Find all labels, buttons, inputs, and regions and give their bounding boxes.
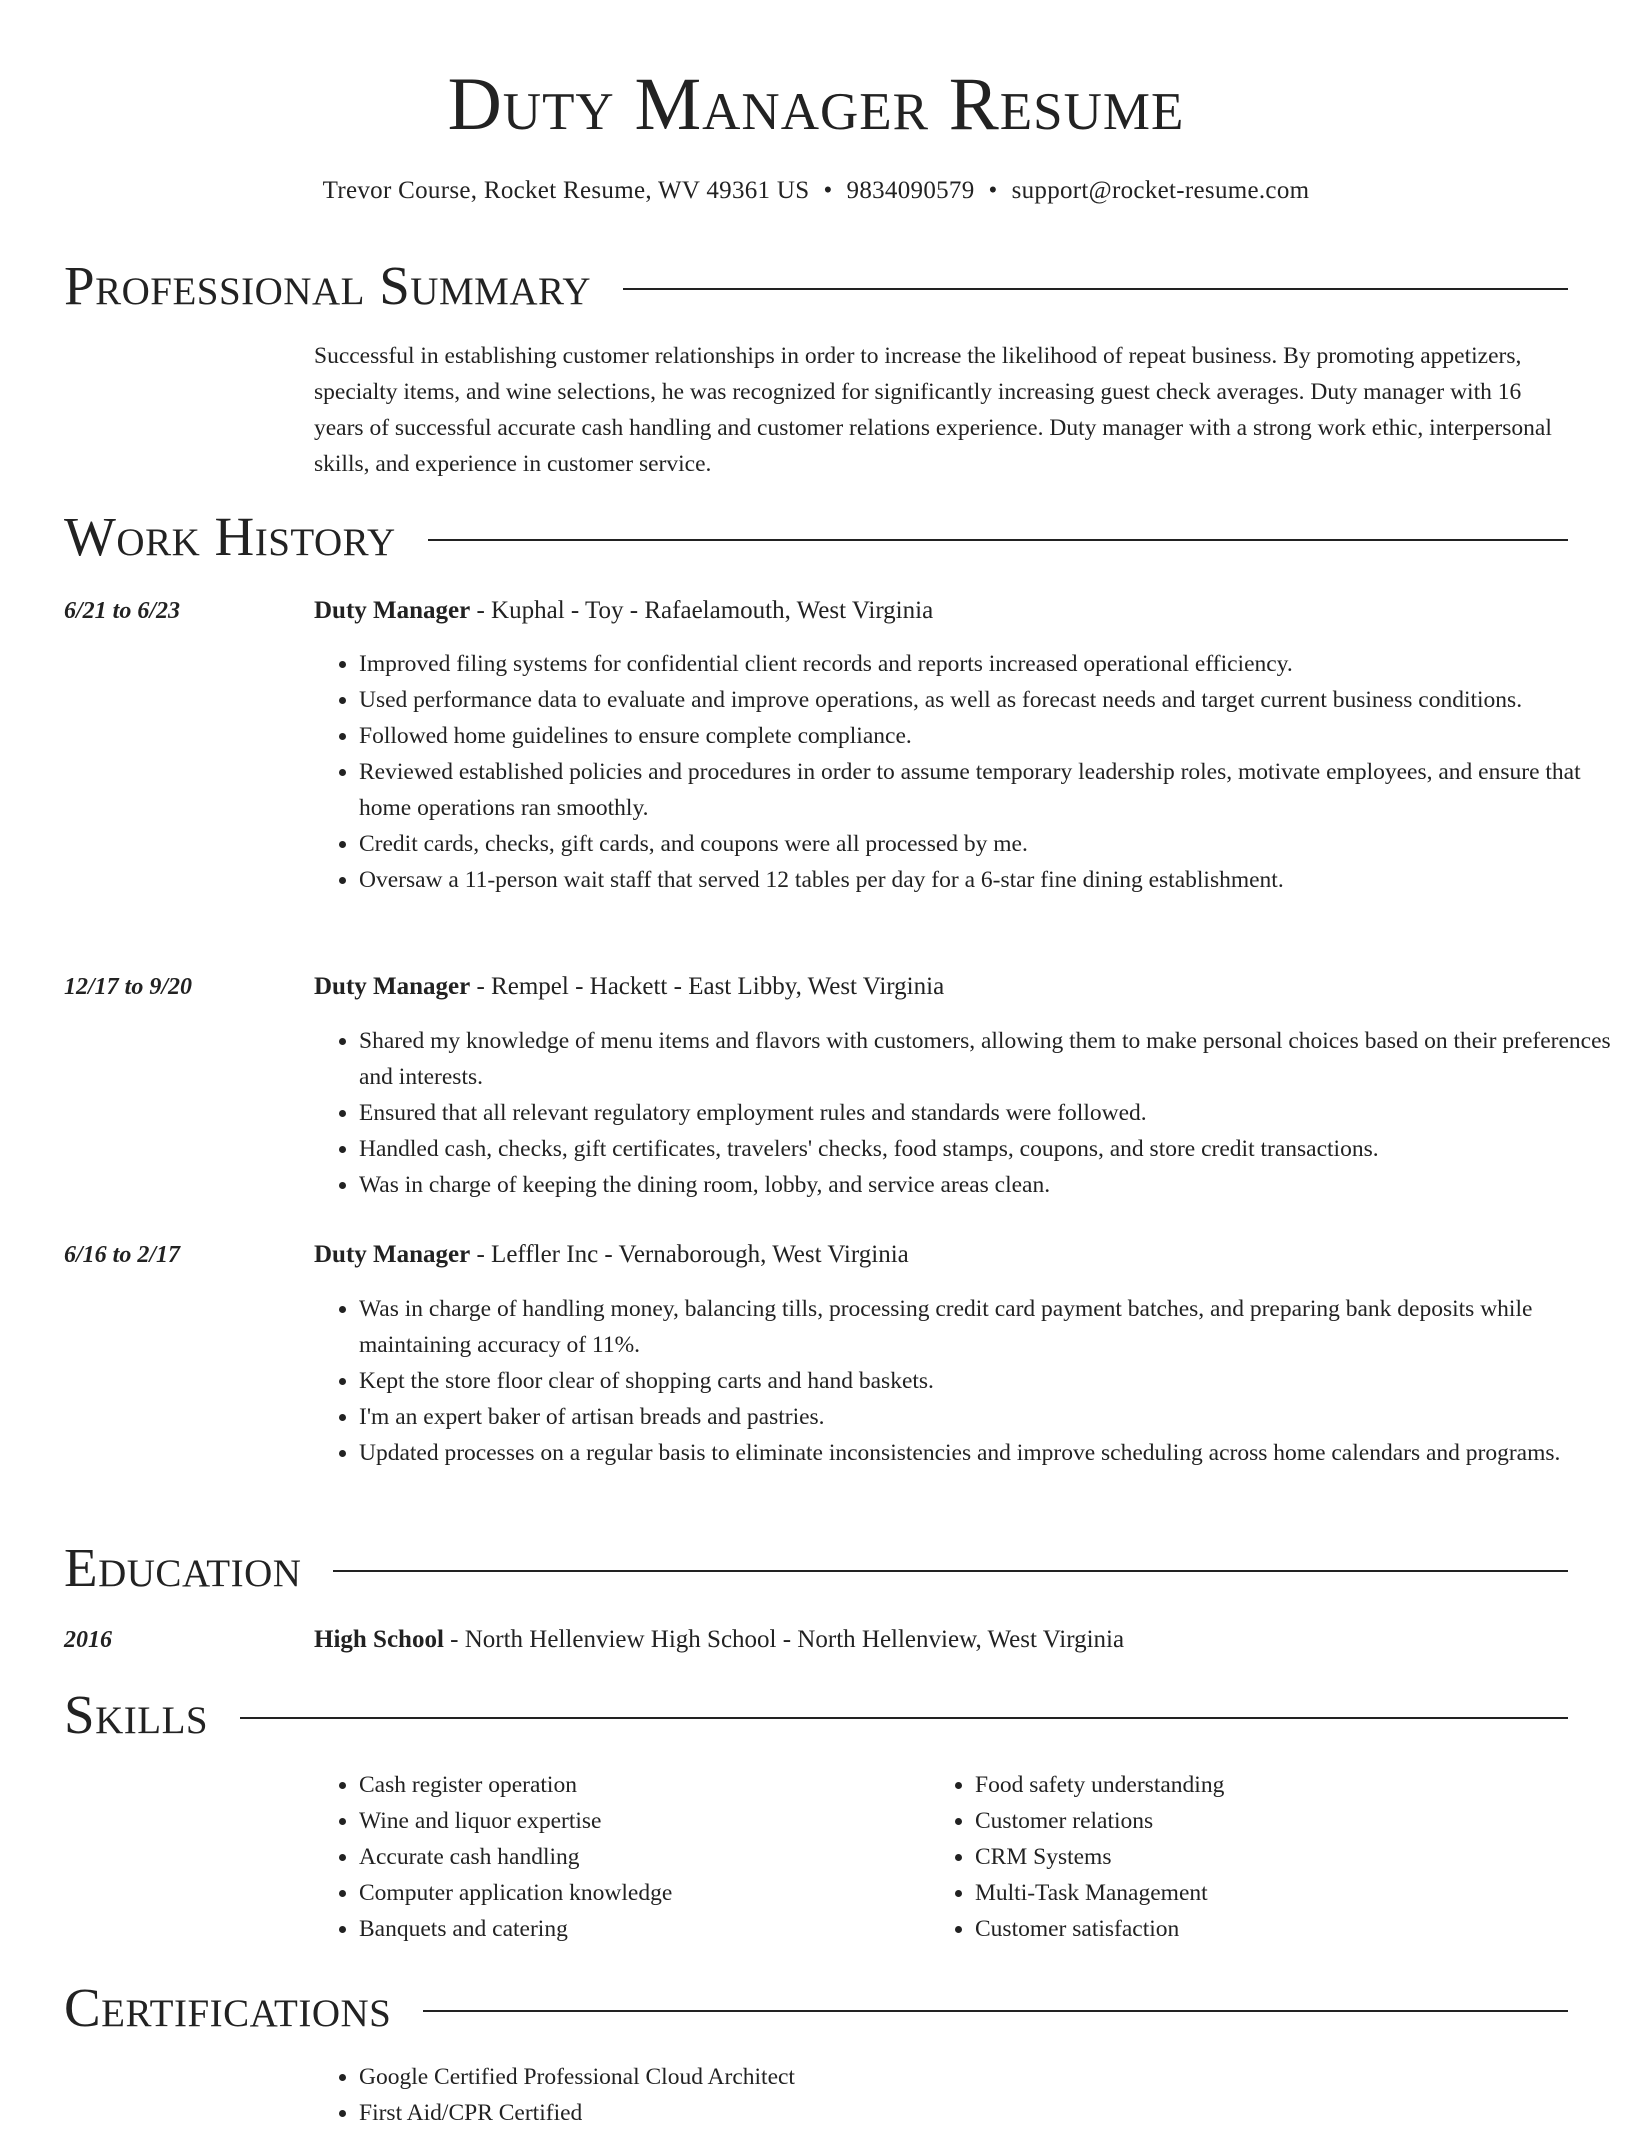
job-bullets: [314, 1291, 1619, 1471]
section-divider: [623, 288, 1568, 290]
work-heading: Work History: [64, 506, 396, 567]
job-bullet: • Handled cash, checks, gift certificates, travelers' checks, food stamps, coupons, and store credit transactions.: [359, 1131, 1619, 1167]
contact-separator: •: [823, 177, 833, 204]
summary-heading: Professional Summary: [64, 255, 592, 316]
skill-item: • Cash register operation: [359, 1767, 1619, 1803]
job-bullet: • Was in charge of keeping the dining room, lobby, and service areas clean.: [359, 1167, 1619, 1203]
job-date: 6/16 to 2/17: [64, 1242, 181, 1268]
job-details: - Leffler Inc - Vernaborough, West Virginia: [470, 1241, 909, 1268]
job-details: - Rempel - Hackett - East Libby, West Virginia: [470, 973, 945, 1000]
job-title: Duty Manager: [314, 1241, 471, 1268]
job-heading: [314, 1237, 909, 1273]
resume-title: Duty Manager Resume: [447, 63, 1185, 146]
job-bullet: • Updated processes on a regular basis to eliminate inconsistencies and improve scheduling across home calendars and programs.: [359, 1435, 1619, 1471]
job-title: Duty Manager: [314, 973, 471, 1000]
work-section-header: [64, 505, 1568, 569]
skill-item: • Multi-Task Management: [975, 1875, 1632, 1911]
section-divider: [423, 2010, 1568, 2012]
education-heading-line: [314, 1622, 1124, 1658]
job-bullet: • Oversaw a 11-person wait staff that served 12 tables per day for a 6-star fine dining establishment.: [359, 862, 1619, 898]
section-divider: [333, 1570, 1568, 1572]
job-date: 12/17 to 9/20: [64, 974, 193, 1000]
contact-email: support@rocket-resume.com: [1011, 177, 1310, 204]
job-bullets: [314, 646, 1619, 898]
contact-address: Trevor Course, Rocket Resume, WV 49361 US: [322, 177, 810, 204]
skill-item: • Food safety understanding: [975, 1767, 1632, 1803]
job-bullet: • Reviewed established policies and procedures in order to assume temporary leadership roles, motivate employees, and ensure that home operations ran smoothly.: [359, 754, 1619, 826]
job-bullet: • Followed home guidelines to ensure complete compliance.: [359, 718, 1619, 754]
certifications-section-header: [64, 1976, 1568, 2040]
job-bullet: • Shared my knowledge of menu items and flavors with customers, allowing them to make personal choices based on their preferences and interests.: [359, 1023, 1619, 1095]
education-details: - North Hellenview High School - North Hellenview, West Virginia: [443, 1626, 1125, 1653]
certification-item: • First Aid/CPR Certified: [359, 2095, 1619, 2131]
contact-phone: 9834090579: [846, 177, 975, 204]
certification-item: • Google Certified Professional Cloud Architect: [359, 2059, 1619, 2095]
job-details: - Kuphal - Toy - Rafaelamouth, West Virginia: [470, 597, 934, 624]
job-title: Duty Manager: [314, 597, 471, 624]
contact-separator: •: [988, 177, 998, 204]
skills-list-right: [930, 1767, 1632, 1947]
education-degree: High School: [314, 1626, 444, 1653]
job-heading: [314, 969, 944, 1005]
summary-section-header: [64, 254, 1568, 318]
job-bullet: • Ensured that all relevant regulatory employment rules and standards were followed.: [359, 1095, 1619, 1131]
summary-text: Successful in establishing customer relationships in order to increase the likelihood of repeat business. By promoting appetizers, specialty items, and wine selections, he was recognized for significantly increasing guest check averages. Duty manager with 16 years of successful accurate cash handling and customer relations experience. Duty manager with a strong work ethic, interpersonal skills, and experience in customer service.: [314, 343, 1552, 477]
skill-item: • Customer satisfaction: [975, 1911, 1632, 1947]
skill-item: • CRM Systems: [975, 1839, 1632, 1875]
section-divider: [428, 539, 1568, 541]
education-heading: Education: [64, 1537, 302, 1598]
job-bullets: [314, 1023, 1619, 1203]
job-bullet: • Kept the store floor clear of shopping carts and hand baskets.: [359, 1363, 1619, 1399]
education-section-header: [64, 1536, 1568, 1600]
skill-item: • Wine and liquor expertise: [359, 1803, 1619, 1839]
job-date: 6/21 to 6/23: [64, 598, 181, 624]
skills-heading: Skills: [64, 1684, 209, 1745]
skills-section-header: [64, 1683, 1568, 1747]
skill-item: • Banquets and catering: [359, 1911, 1619, 1947]
skill-item: • Accurate cash handling: [359, 1839, 1619, 1875]
job-heading: [314, 593, 933, 629]
skill-item: • Customer relations: [975, 1803, 1632, 1839]
job-bullet: • I'm an expert baker of artisan breads and pastries.: [359, 1399, 1619, 1435]
job-bullet: • Used performance data to evaluate and improve operations, as well as forecast needs and target current business conditions.: [359, 682, 1619, 718]
contact-line: [0, 173, 1632, 209]
section-divider: [240, 1717, 1568, 1719]
skill-item: • Computer application knowledge: [359, 1875, 1619, 1911]
job-bullet: • Credit cards, checks, gift cards, and coupons were all processed by me.: [359, 826, 1619, 862]
job-bullet: • Improved filing systems for confidential client records and reports increased operational efficiency.: [359, 646, 1619, 682]
job-bullet: • Was in charge of handling money, balancing tills, processing credit card payment batches, and preparing bank deposits while maintaining accuracy of 11%.: [359, 1291, 1619, 1363]
certifications-heading: Certifications: [64, 1977, 392, 2038]
certifications-list: [314, 2059, 1619, 2131]
education-date: 2016: [64, 1627, 112, 1653]
